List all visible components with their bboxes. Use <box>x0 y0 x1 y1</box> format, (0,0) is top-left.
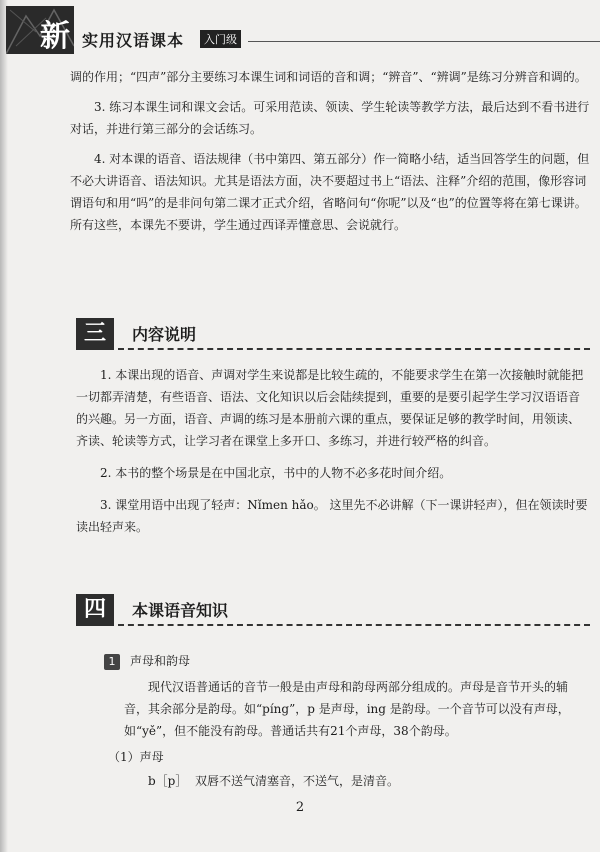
section3-paragraph: 2. 本书的整个场景是在中国北京，书中的人物不必多花时间介绍。 <box>100 466 452 480</box>
section-heading-3 <box>70 318 590 358</box>
section-heading-4 <box>70 594 590 634</box>
intro-paragraph: 4. 对本课的语音、语法规律（书中第四、第五部分）作一简略小结，适当回答学生的问题，但不必大讲语音、语法知识。尤其是语法方面，决不要超过书上“语法、注释”介绍的范围，像形容词谓语句和用“吗”的是非问句第二课才正式介绍，省略问句“你呢”以及“也”的位置等将在第七课讲。所有这些，本课先不要讲，学生通过西译弄懂意思、会说就行。 <box>70 152 590 232</box>
subsection-title: 声母和韵母 <box>130 654 191 668</box>
series-logo <box>6 6 74 54</box>
section3-paragraph: 1. 本课出现的语音、声调对学生来说都是比较生疏的，不能要求学生在第一次接触时就能把一切都弄清楚，有些语音、语法、文化知识以后会陆续提到，重要的是要引起学生学习汉语语音的兴趣。另一方面，语音、声调的练习是本册前六课的重点，要保证足够的教学时间，用领读、齐读、轮读等方式，让学习者在课堂上多开口、多练习，并进行较严格的纠音。 <box>76 368 584 448</box>
level-badge: 入门级 <box>200 30 241 48</box>
section-number: 三 <box>76 318 114 350</box>
section-divider <box>118 624 590 626</box>
consonant-entry: b［p］ 双唇不送气清塞音，不送气，是清音。 <box>148 774 399 788</box>
intro-paragraph: 3. 练习本课生词和课文会话。可采用范读、领读、学生轮读等教学方法，最后达到不看书进行对话，并进行第三部分的会话练习。 <box>70 100 590 136</box>
section-divider <box>118 348 590 350</box>
consonant-label: （1）声母 <box>108 750 164 764</box>
section3-paragraph: 3. 课堂用语中出现了轻声：Nǐmen hǎo。 这里先不必讲解（下一课讲轻声），但在领读时要读出轻声来。 <box>76 498 588 534</box>
subsection-number: 1 <box>104 654 120 670</box>
logo-character: 新 <box>40 19 70 54</box>
section-number: 四 <box>76 594 114 626</box>
section4-body <box>124 676 590 742</box>
section-title: 内容说明 <box>132 325 197 344</box>
section-title: 本课语音知识 <box>132 601 229 620</box>
intro-text <box>70 66 590 236</box>
page-number: 2 <box>295 800 305 815</box>
section4-paragraph: 现代汉语普通话的音节一般是由声母和韵母两部分组成的。声母是音节开头的辅音，其余部分是韵母。如“píng”，p 是声母，ing 是韵母。一个音节可以没有声母，如“yě”，但不能没有韵母。普通话共有21个声母，38个韵母。 <box>124 680 570 738</box>
subsection-heading <box>104 652 190 670</box>
page-header <box>0 0 600 62</box>
header-rule <box>248 41 600 42</box>
section3-body <box>76 364 590 538</box>
intro-paragraph: 调的作用；“四声”部分主要练习本课生词和词语的音和调；“辨音”、“辨调”是练习分辨音和调的。 <box>70 70 587 84</box>
page-spine-shadow <box>0 0 8 852</box>
book-title: 实用汉语课本 <box>82 31 185 50</box>
